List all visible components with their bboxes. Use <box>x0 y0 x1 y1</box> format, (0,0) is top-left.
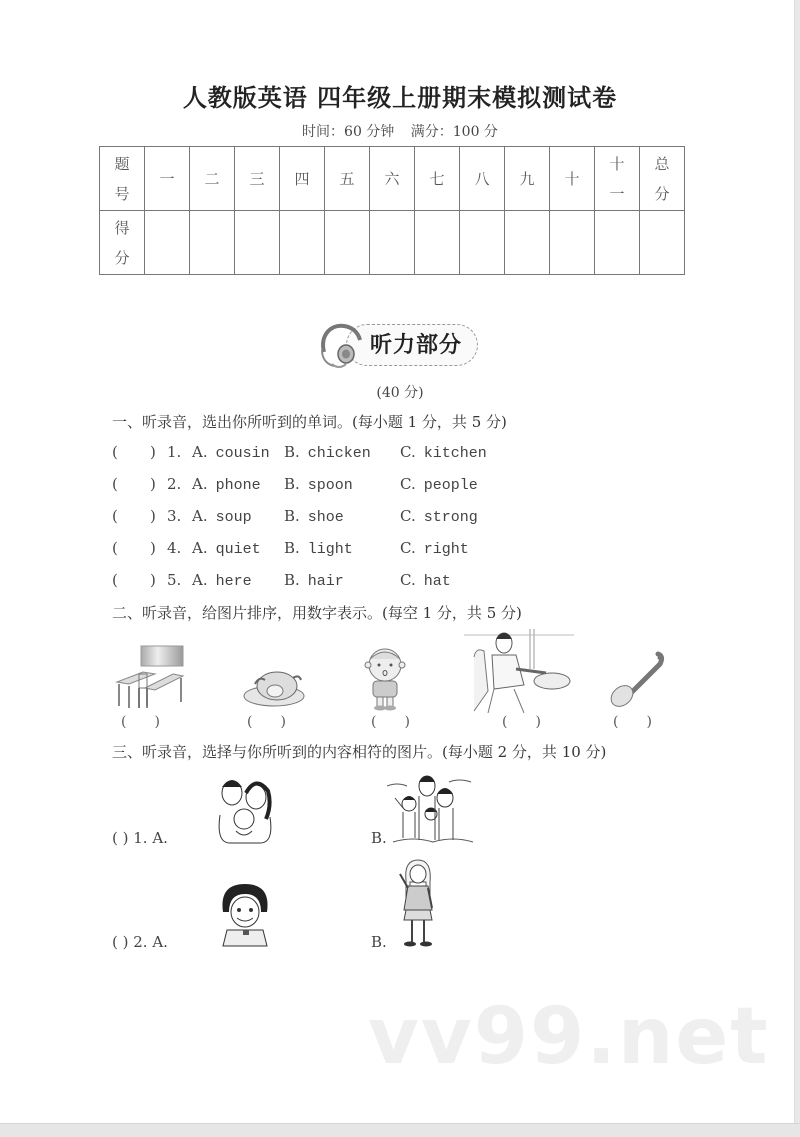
order-blank-5: ( ) <box>613 714 652 730</box>
score-cell <box>415 211 460 275</box>
score-table <box>99 146 685 275</box>
roast-chicken-picture <box>241 664 307 710</box>
driver-picture <box>464 629 574 713</box>
score-row <box>100 211 685 275</box>
score-cell <box>190 211 235 275</box>
score-cell <box>280 211 325 275</box>
score-cell <box>640 211 685 275</box>
option-c: C. kitchen <box>400 443 487 462</box>
col-6: 六 <box>370 147 415 211</box>
score-cell <box>595 211 640 275</box>
score-cell <box>145 211 190 275</box>
question-number-header: 题 号 <box>100 147 145 211</box>
score-cell <box>460 211 505 275</box>
score-cell <box>550 211 595 275</box>
score-cell <box>325 211 370 275</box>
family-of-three-picture <box>214 775 276 845</box>
full-score-label: 满分：100 分 <box>410 124 498 140</box>
option-b: B. spoon <box>284 475 353 494</box>
part3-question-1: ( ) 1. A. <box>112 829 168 847</box>
score-header: 得 分 <box>100 211 145 275</box>
document-title: 人教版英语 四年级上册期末模拟测试卷 <box>182 84 618 112</box>
score-cell <box>370 211 415 275</box>
score-cell <box>235 211 280 275</box>
classroom-desks-picture <box>115 644 187 710</box>
col-4: 四 <box>280 147 325 211</box>
order-blank-4: ( ) <box>502 714 541 730</box>
option-c: C. people <box>400 475 478 494</box>
option-c: C. hat <box>400 571 451 590</box>
col-3: 三 <box>235 147 280 211</box>
option-a: A. here <box>192 571 252 590</box>
col-9: 九 <box>505 147 550 211</box>
part2-heading: 二、听录音，给图片排序，用数字表示。(每空 1 分，共 5 分) <box>112 604 522 622</box>
part3-q2-option-b: B. <box>371 933 387 951</box>
option-b: B. chicken <box>284 443 371 462</box>
option-b: B. hair <box>284 571 344 590</box>
page-edge-bottom <box>0 1123 800 1137</box>
order-blank-1: ( ) <box>121 714 160 730</box>
time-label: 时间：60 分钟 <box>302 124 395 140</box>
watermark: vv99.net <box>368 992 770 1082</box>
col-5: 五 <box>325 147 370 211</box>
option-a: A. cousin <box>192 443 270 462</box>
option-a: A. phone <box>192 475 261 494</box>
order-blank-3: ( ) <box>371 714 410 730</box>
girl-waving-picture <box>396 858 436 948</box>
family-of-five-picture <box>387 770 477 846</box>
page-edge-right <box>794 0 800 1124</box>
option-b: B. shoe <box>284 507 344 526</box>
col-8: 八 <box>460 147 505 211</box>
answer-blank-open: ( <box>112 443 118 461</box>
col-10: 十 <box>550 147 595 211</box>
col-11: 十 一 <box>595 147 640 211</box>
col-total: 总 分 <box>640 147 685 211</box>
document-subtitle <box>0 121 800 141</box>
score-cell <box>505 211 550 275</box>
listening-points: (40 分) <box>376 385 424 401</box>
order-blank-2: ( ) <box>247 714 286 730</box>
listening-section-banner <box>316 318 476 374</box>
question-number-row <box>100 147 685 211</box>
part3-heading: 三、听录音，选择与你所听到的内容相符的图片。(每小题 2 分，共 10 分) <box>112 743 607 761</box>
banner-text: 听力部分 <box>369 333 462 358</box>
part1-heading: 一、听录音，选出你所听到的单词。(每小题 1 分，共 5 分) <box>112 413 507 431</box>
answer-blank-close: ) <box>150 443 156 461</box>
part3-question-2: ( ) 2. A. <box>112 933 168 951</box>
spoon-picture <box>606 650 666 708</box>
col-1: 一 <box>145 147 190 211</box>
option-b: B. light <box>284 539 353 558</box>
girl-with-bag-picture <box>217 882 273 948</box>
col-7: 七 <box>415 147 460 211</box>
col-2: 二 <box>190 147 235 211</box>
boy-picture <box>360 645 410 711</box>
option-c: C. right <box>400 539 469 558</box>
option-a: A. soup <box>192 507 252 526</box>
option-a: A. quiet <box>192 539 261 558</box>
option-c: C. strong <box>400 507 478 526</box>
part3-q1-option-b: B. <box>371 829 387 847</box>
